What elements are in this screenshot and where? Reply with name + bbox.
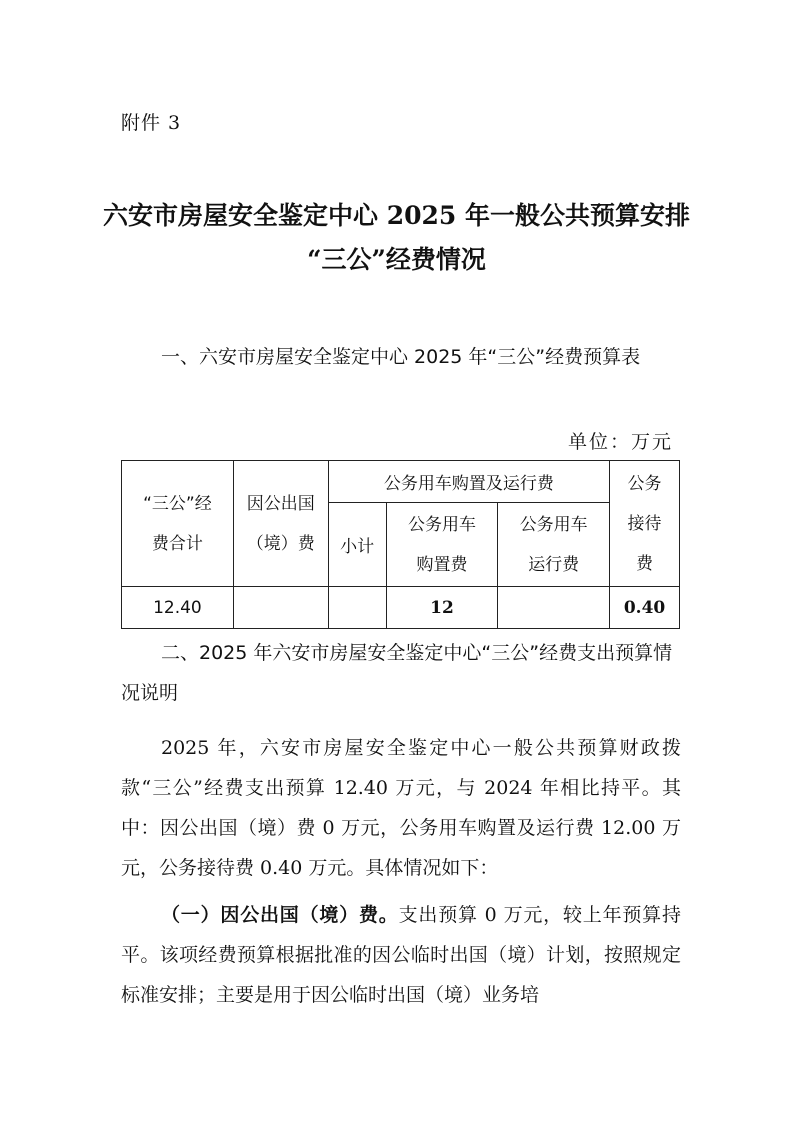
paragraph-abroad-heading: （一）因公出国（境）费。 bbox=[161, 904, 399, 926]
cell-reception: 0.40 bbox=[610, 587, 680, 629]
cell-total: 12.40 bbox=[122, 587, 234, 629]
header-abroad: 因公出国（境）费 bbox=[233, 461, 328, 587]
section2-heading: 二、2025 年六安市房屋安全鉴定中心“三公”经费支出预算情况说明 bbox=[121, 642, 673, 704]
header-total: “三公”经费合计 bbox=[122, 461, 234, 587]
header-reception: 公务接待费 bbox=[610, 461, 680, 587]
cell-abroad bbox=[233, 587, 328, 629]
section1-heading: 一、六安市房屋安全鉴定中心 2025 年“三公”经费预算表 bbox=[161, 346, 641, 368]
header-operation: 公务用车运行费 bbox=[498, 503, 610, 587]
document-title-line1: 六安市房屋安全鉴定中心 2025 年一般公共预算安排 bbox=[103, 201, 690, 230]
header-vehicle: 公务用车购置及运行费 bbox=[328, 461, 609, 503]
header-subtotal: 小计 bbox=[328, 503, 386, 587]
budget-table bbox=[121, 460, 680, 629]
unit-label: 单位：万元 bbox=[567, 431, 673, 453]
document-title-line2: “三公”经费情况 bbox=[307, 245, 486, 274]
paragraph-abroad-text: 支出预算 0 万元，较上年预算持平。该项经费预算根据批准的因公临时出国（境）计划，按照规定标准安排；主要是用于因公临时出国（境）业务培 bbox=[121, 904, 681, 1006]
cell-purchase: 12 bbox=[386, 587, 498, 629]
cell-operation bbox=[498, 587, 610, 629]
cell-subtotal bbox=[328, 587, 386, 629]
header-purchase: 公务用车购置费 bbox=[386, 503, 498, 587]
attachment-label: 附件 3 bbox=[121, 112, 182, 134]
paragraph-summary: 2025 年，六安市房屋安全鉴定中心一般公共预算财政拨款“三公”经费支出预算 12.40 万元，与 2024 年相比持平。其中：因公出国（境）费 0 万元，公务用车购置及运行费 12.00 万元，公务接待费 0.40 万元。具体情况如下： bbox=[121, 737, 681, 879]
paragraph-abroad bbox=[121, 895, 681, 1015]
